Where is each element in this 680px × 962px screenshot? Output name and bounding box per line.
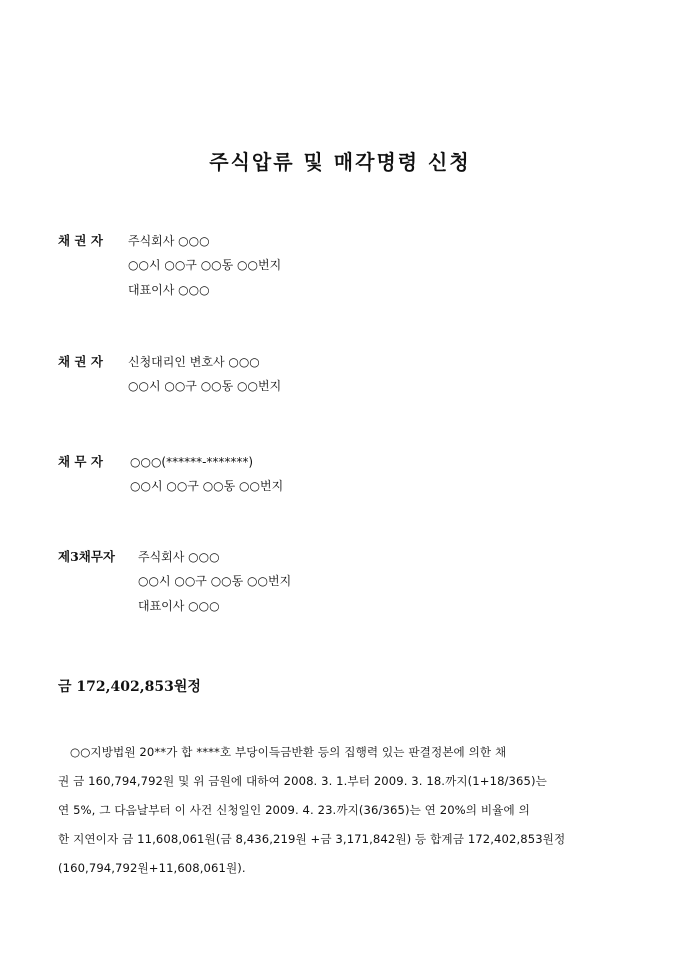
- third-debtor-block: [58, 544, 291, 619]
- creditor-agent-block: [58, 349, 281, 399]
- claim-description-line: (160,794,792원+11,608,061원).: [58, 861, 246, 875]
- creditor-agent-label: 채 권 자: [58, 354, 103, 369]
- third-debtor-label: 제3채무자: [58, 549, 115, 564]
- claim-description-line: 권 금 160,794,792원 및 위 금원에 대하여 2008. 3. 1.부터 2009. 3. 18.까지(1+18/365)는: [58, 774, 547, 788]
- third-debtor-name: 주식회사 ○○○: [138, 550, 220, 564]
- creditor-label: 채 권 자: [58, 233, 103, 248]
- debtor-name: ○○○(******-*******): [130, 455, 254, 469]
- creditor-block: [58, 228, 281, 303]
- claim-description-line: 한 지연이자 금 11,608,061원(금 8,436,219원 +금 3,171,842원) 등 합계금 172,402,853원정: [58, 832, 566, 846]
- debtor-address: ○○시 ○○구 ○○동 ○○번지: [130, 479, 284, 493]
- claim-description-line: 연 5%, 그 다음날부터 이 사건 신청일인 2009. 4. 23.까지(36/365)는 연 20%의 비율에 의: [58, 803, 530, 817]
- debtor-label: 채 무 자: [58, 454, 103, 469]
- third-debtor-representative: 대표이사 ○○○: [138, 599, 220, 613]
- creditor-agent-address: ○○시 ○○구 ○○동 ○○번지: [128, 379, 282, 393]
- creditor-address: ○○시 ○○구 ○○동 ○○번지: [128, 258, 282, 272]
- document-title: 주식압류 및 매각명령 신청: [209, 150, 471, 174]
- creditor-representative: 대표이사 ○○○: [128, 283, 210, 297]
- claim-description-line: ○○지방법원 20**가 합 ****호 부당이득금반환 등의 집행력 있는 판결정본에 의한 채: [70, 745, 507, 759]
- claim-description: [58, 738, 624, 883]
- creditor-agent-name: 신청대리인 변호사 ○○○: [128, 355, 260, 369]
- debtor-block: [58, 449, 283, 499]
- claim-amount: 금 172,402,853원정: [58, 679, 201, 695]
- creditor-name: 주식회사 ○○○: [128, 234, 210, 248]
- third-debtor-address: ○○시 ○○구 ○○동 ○○번지: [138, 574, 292, 588]
